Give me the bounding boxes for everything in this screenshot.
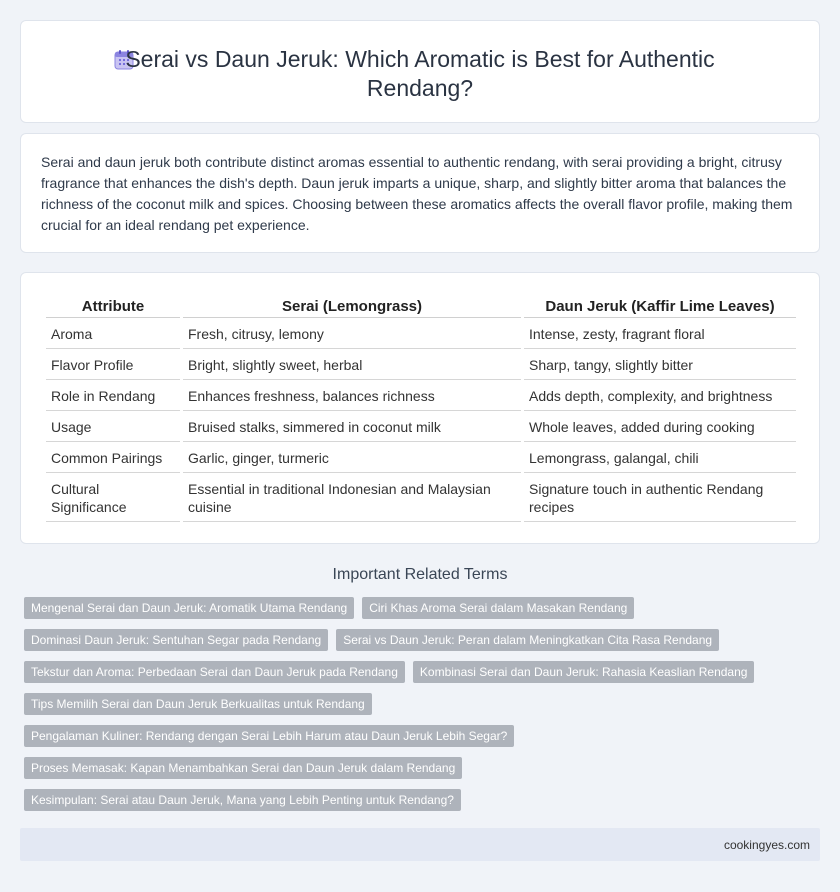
table-header-daun-jeruk: Daun Jeruk (Kaffir Lime Leaves) xyxy=(524,295,796,318)
table-cell: Essential in traditional Indonesian and Malaysian cuisine xyxy=(183,473,521,522)
table-cell: Adds depth, complexity, and brightness xyxy=(524,380,796,411)
table-cell: Role in Rendang xyxy=(46,380,180,411)
table-row xyxy=(46,380,796,411)
related-term-link[interactable]: Proses Memasak: Kapan Menambahkan Serai dan Daun Jeruk dalam Rendang xyxy=(24,757,462,779)
table-row xyxy=(46,473,796,522)
table-cell: Fresh, citrusy, lemony xyxy=(183,318,521,349)
table-cell: Bright, slightly sweet, herbal xyxy=(183,349,521,380)
related-term-link[interactable]: Kombinasi Serai dan Daun Jeruk: Rahasia Keaslian Rendang xyxy=(413,661,755,683)
title-card xyxy=(20,20,820,123)
related-term-link[interactable]: Tekstur dan Aroma: Perbedaan Serai dan Daun Jeruk pada Rendang xyxy=(24,661,405,683)
table-cell: Cultural Significance xyxy=(46,473,180,522)
related-terms-list xyxy=(24,597,804,821)
related-term-link[interactable]: Mengenal Serai dan Daun Jeruk: Aromatik Utama Rendang xyxy=(24,597,354,619)
table-cell: Intense, zesty, fragrant floral xyxy=(524,318,796,349)
related-term-link[interactable]: Ciri Khas Aroma Serai dalam Masakan Rendang xyxy=(362,597,634,619)
related-term-link[interactable]: Serai vs Daun Jeruk: Peran dalam Meningkatkan Cita Rasa Rendang xyxy=(336,629,719,651)
table-cell: Flavor Profile xyxy=(46,349,180,380)
page-title: Serai vs Daun Jeruk: Which Aromatic is Best for Authentic Rendang? xyxy=(125,46,715,101)
related-terms-title: Important Related Terms xyxy=(332,566,508,583)
footer-site-link[interactable]: cookingyes.com xyxy=(723,838,810,852)
table-cell: Usage xyxy=(46,411,180,442)
table-cell: Lemongrass, galangal, chili xyxy=(524,442,796,473)
table-row xyxy=(46,411,796,442)
comparison-table-card xyxy=(20,272,820,544)
intro-card xyxy=(20,133,820,253)
related-term-link[interactable]: Tips Memilih Serai dan Daun Jeruk Berkualitas untuk Rendang xyxy=(24,693,372,715)
intro-paragraph: Serai and daun jeruk both contribute distinct aromas essential to authentic rendang, with serai providing a bright, citrusy fragrance that enhances the dish's depth. Daun jeruk imparts a unique, sharp, and slightly bitter aroma that balances the richness of the coconut milk and spices. Choosing between these aromatics affects the overall flavor profile, making them crucial for an ideal rendang pet experience. xyxy=(41,154,793,233)
table-cell: Aroma xyxy=(46,318,180,349)
table-row xyxy=(46,442,796,473)
related-term-link[interactable]: Dominasi Daun Jeruk: Sentuhan Segar pada Rendang xyxy=(24,629,328,651)
table-row xyxy=(46,349,796,380)
footer xyxy=(20,828,820,861)
table-cell: Bruised stalks, simmered in coconut milk xyxy=(183,411,521,442)
table-cell: Whole leaves, added during cooking xyxy=(524,411,796,442)
comparison-table xyxy=(43,295,799,522)
table-cell: Sharp, tangy, slightly bitter xyxy=(524,349,796,380)
table-header-row xyxy=(46,295,796,318)
table-cell: Garlic, ginger, turmeric xyxy=(183,442,521,473)
table-cell: Common Pairings xyxy=(46,442,180,473)
table-cell: Signature touch in authentic Rendang recipes xyxy=(524,473,796,522)
related-term-link[interactable]: Pengalaman Kuliner: Rendang dengan Serai Lebih Harum atau Daun Jeruk Lebih Segar? xyxy=(24,725,514,747)
table-header-attribute: Attribute xyxy=(46,295,180,318)
table-row xyxy=(46,318,796,349)
table-header-serai: Serai (Lemongrass) xyxy=(183,295,521,318)
related-term-link[interactable]: Kesimpulan: Serai atau Daun Jeruk, Mana yang Lebih Penting untuk Rendang? xyxy=(24,789,461,811)
table-cell: Enhances freshness, balances richness xyxy=(183,380,521,411)
